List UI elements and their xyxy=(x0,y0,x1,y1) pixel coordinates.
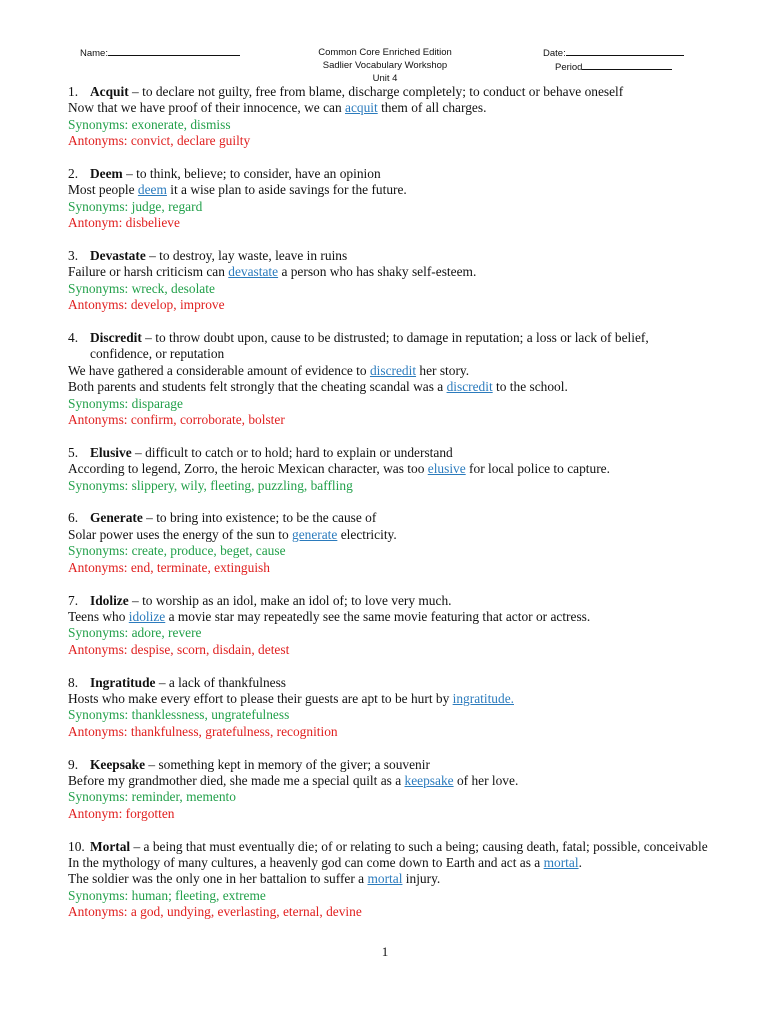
workshop-title: Sadlier Vocabulary Workshop xyxy=(322,60,448,71)
sentence-before: In the mythology of many cultures, a heavenly god can come down to Earth and act as a xyxy=(68,854,544,870)
definition-text: – to throw doubt upon, cause to be distrusted; to damage in reputation; a loss or lack of belief, confidence, or reputation xyxy=(90,330,649,362)
definition-line xyxy=(68,445,708,461)
vocab-term: Acquit xyxy=(90,84,129,99)
synonyms-line: Synonyms: wreck, desolate xyxy=(68,280,215,296)
date-field xyxy=(543,46,684,60)
definition-text: – something kept in memory of the giver; a souvenir xyxy=(145,756,430,772)
keyword-link[interactable]: discredit xyxy=(369,362,417,378)
antonyms-line: Antonyms: end, terminate, extinguish xyxy=(68,559,270,575)
unit-title: Unit 4 xyxy=(372,73,398,84)
antonyms-line: Antonyms: thankfulness, gratefulness, recognition xyxy=(68,723,338,739)
example-sentence xyxy=(68,855,708,871)
entry-number: 8. xyxy=(68,674,79,690)
definition-text: – to declare not guilty, free from blame, discharge completely; to conduct or behave oneself xyxy=(128,84,624,99)
vocab-entry xyxy=(68,445,708,494)
definition-line xyxy=(68,839,708,855)
sentence-before: Hosts who make every effort to please their guests are apt to be hurt by xyxy=(68,690,453,706)
vocab-entry xyxy=(68,757,708,823)
example-sentence xyxy=(68,182,708,198)
sentence-after: for local police to capture. xyxy=(465,461,610,477)
synonyms-line: Synonyms: thanklessness, ungratefulness xyxy=(68,707,290,723)
keyword-link[interactable]: idolize xyxy=(128,608,166,624)
entry-number: 2. xyxy=(68,166,79,182)
vocab-term: Keepsake xyxy=(90,756,146,772)
example-sentence xyxy=(68,609,708,625)
keyword-link[interactable]: generate xyxy=(292,526,338,542)
sentence-after: it a wise plan to aside savings for the future. xyxy=(166,182,407,198)
entry-number: 3. xyxy=(68,248,79,264)
synonyms-line: Synonyms: disparage xyxy=(68,395,183,411)
definition-text: – a lack of thankfulness xyxy=(155,674,287,690)
vocab-term: Idolize xyxy=(90,592,129,608)
sentence-after: them of all charges. xyxy=(377,100,487,116)
sentence-before: Both parents and students felt strongly that the cheating scandal was a xyxy=(68,379,447,395)
edition-title: Common Core Enriched Edition xyxy=(318,47,452,58)
keyword-link[interactable]: mortal xyxy=(367,871,403,887)
definition-line xyxy=(68,166,708,182)
definition-text: – a being that must eventually die; of or relating to such a being; causing death, fatal; possible, conceivable xyxy=(130,838,708,854)
sentence-before: Before my grandmother died, she made me a special quilt as a xyxy=(68,772,405,788)
vocab-entry xyxy=(68,675,708,741)
sentence-after: a person who has shaky self-esteem. xyxy=(278,264,477,280)
sentence-after: her story. xyxy=(416,362,470,378)
keyword-link[interactable]: acquit xyxy=(345,100,378,116)
sentence-after: electricity. xyxy=(337,526,397,542)
sentence-before: Solar power uses the energy of the sun to xyxy=(68,526,292,542)
example-sentence xyxy=(68,461,708,477)
synonyms-line: Synonyms: slippery, wily, fleeting, puzzling, baffling xyxy=(68,477,353,493)
vocab-entry xyxy=(68,593,708,659)
vocab-term: Devastate xyxy=(90,248,146,264)
synonyms-line: Synonyms: judge, regard xyxy=(68,198,203,214)
definition-text: – to think, believe; to consider, have an opinion xyxy=(122,166,381,182)
vocab-term: Mortal xyxy=(90,838,131,854)
date-blank xyxy=(566,46,684,56)
sentence-after: of her love. xyxy=(453,772,519,788)
definition-line xyxy=(68,510,708,526)
vocab-entry xyxy=(68,248,708,314)
keyword-link[interactable]: elusive xyxy=(427,461,466,477)
example-sentence xyxy=(68,527,708,543)
definition-line xyxy=(68,84,708,100)
keyword-link[interactable]: discredit xyxy=(446,379,493,395)
sentence-before: The soldier was the only one in her battalion to suffer a xyxy=(68,871,368,887)
synonyms-line: Synonyms: create, produce, beget, cause xyxy=(68,543,286,559)
sentence-after: a movie star may repeatedly see the same movie featuring that actor or actress. xyxy=(165,608,591,624)
keyword-link[interactable]: keepsake xyxy=(404,772,454,788)
vocab-entry xyxy=(68,839,708,921)
definition-text: – to worship as an idol, make an idol of; to love very much. xyxy=(128,592,452,608)
keyword-link[interactable]: devastate xyxy=(228,264,279,280)
entry-number: 7. xyxy=(68,592,79,608)
date-label: Date: xyxy=(543,48,566,59)
example-sentence xyxy=(68,100,708,116)
entry-number: 10. xyxy=(68,838,85,854)
synonyms-line: Synonyms: adore, revere xyxy=(68,625,202,641)
period-field xyxy=(543,60,684,74)
sentence-before: We have gathered a considerable amount of evidence to xyxy=(68,362,370,378)
sentence-before: Failure or harsh criticism can xyxy=(68,264,229,280)
keyword-link[interactable]: mortal xyxy=(543,854,579,870)
period-blank xyxy=(582,60,672,70)
synonyms-line: Synonyms: exonerate, dismiss xyxy=(68,116,231,132)
entry-number: 1. xyxy=(68,84,79,99)
synonyms-line: Synonyms: reminder, memento xyxy=(68,789,236,805)
antonyms-line: Antonym: forgotten xyxy=(68,805,175,821)
antonyms-line: Antonyms: despise, scorn, disdain, detest xyxy=(68,641,290,657)
vocab-entry xyxy=(68,84,708,150)
sentence-before: Teens who xyxy=(68,608,129,624)
entry-number: 5. xyxy=(68,444,79,460)
page-number: 1 xyxy=(381,944,389,959)
sentence-after: injury. xyxy=(402,871,441,887)
keyword-link[interactable]: ingratitude. xyxy=(452,690,514,706)
vocab-term: Elusive xyxy=(90,444,132,460)
antonyms-line: Antonyms: develop, improve xyxy=(68,297,225,313)
example-sentence xyxy=(68,691,708,707)
sentence-after: . xyxy=(578,854,582,870)
definition-line xyxy=(68,757,708,773)
example-sentence xyxy=(68,363,708,379)
name-label: Name: xyxy=(80,48,108,59)
definition-text: – difficult to catch or to hold; hard to explain or understand xyxy=(131,444,453,460)
example-sentence xyxy=(68,773,708,789)
keyword-link[interactable]: deem xyxy=(137,182,167,198)
vocab-entry xyxy=(68,330,708,428)
entry-number: 9. xyxy=(68,756,79,772)
definition-line xyxy=(68,248,708,264)
definition-text: – to destroy, lay waste, leave in ruins xyxy=(145,248,348,264)
date-period-block xyxy=(543,46,684,74)
vocab-term: Discredit xyxy=(90,330,142,346)
entry-number: 6. xyxy=(68,510,79,526)
entry-number: 4. xyxy=(68,330,79,346)
example-sentence xyxy=(68,871,708,887)
vocab-term: Deem xyxy=(90,166,123,182)
example-sentence xyxy=(68,379,708,395)
antonyms-line: Antonyms: a god, undying, everlasting, eternal, devine xyxy=(68,904,362,920)
vocab-term: Ingratitude xyxy=(90,674,156,690)
definition-line xyxy=(68,675,708,691)
sentence-before: Now that we have proof of their innocence, we can xyxy=(68,100,345,116)
example-sentence xyxy=(68,264,708,280)
antonyms-line: Antonyms: convict, declare guilty xyxy=(68,133,251,149)
definition-text: – to bring into existence; to be the cause of xyxy=(142,510,377,526)
sentence-before: According to legend, Zorro, the heroic Mexican character, was too xyxy=(68,461,428,477)
sentence-before: Most people xyxy=(68,182,138,198)
definition-line xyxy=(68,330,708,363)
period-label: Period xyxy=(555,62,583,73)
antonyms-line: Antonym: disbelieve xyxy=(68,215,180,231)
antonyms-line: Antonyms: confirm, corroborate, bolster xyxy=(68,412,285,428)
sentence-after: to the school. xyxy=(492,379,568,395)
vocab-entry xyxy=(68,510,708,576)
vocabulary-list xyxy=(68,84,708,937)
definition-line xyxy=(68,593,708,609)
synonyms-line: Synonyms: human; fleeting, extreme xyxy=(68,887,266,903)
vocab-entry xyxy=(68,166,708,232)
vocab-term: Generate xyxy=(90,510,143,526)
